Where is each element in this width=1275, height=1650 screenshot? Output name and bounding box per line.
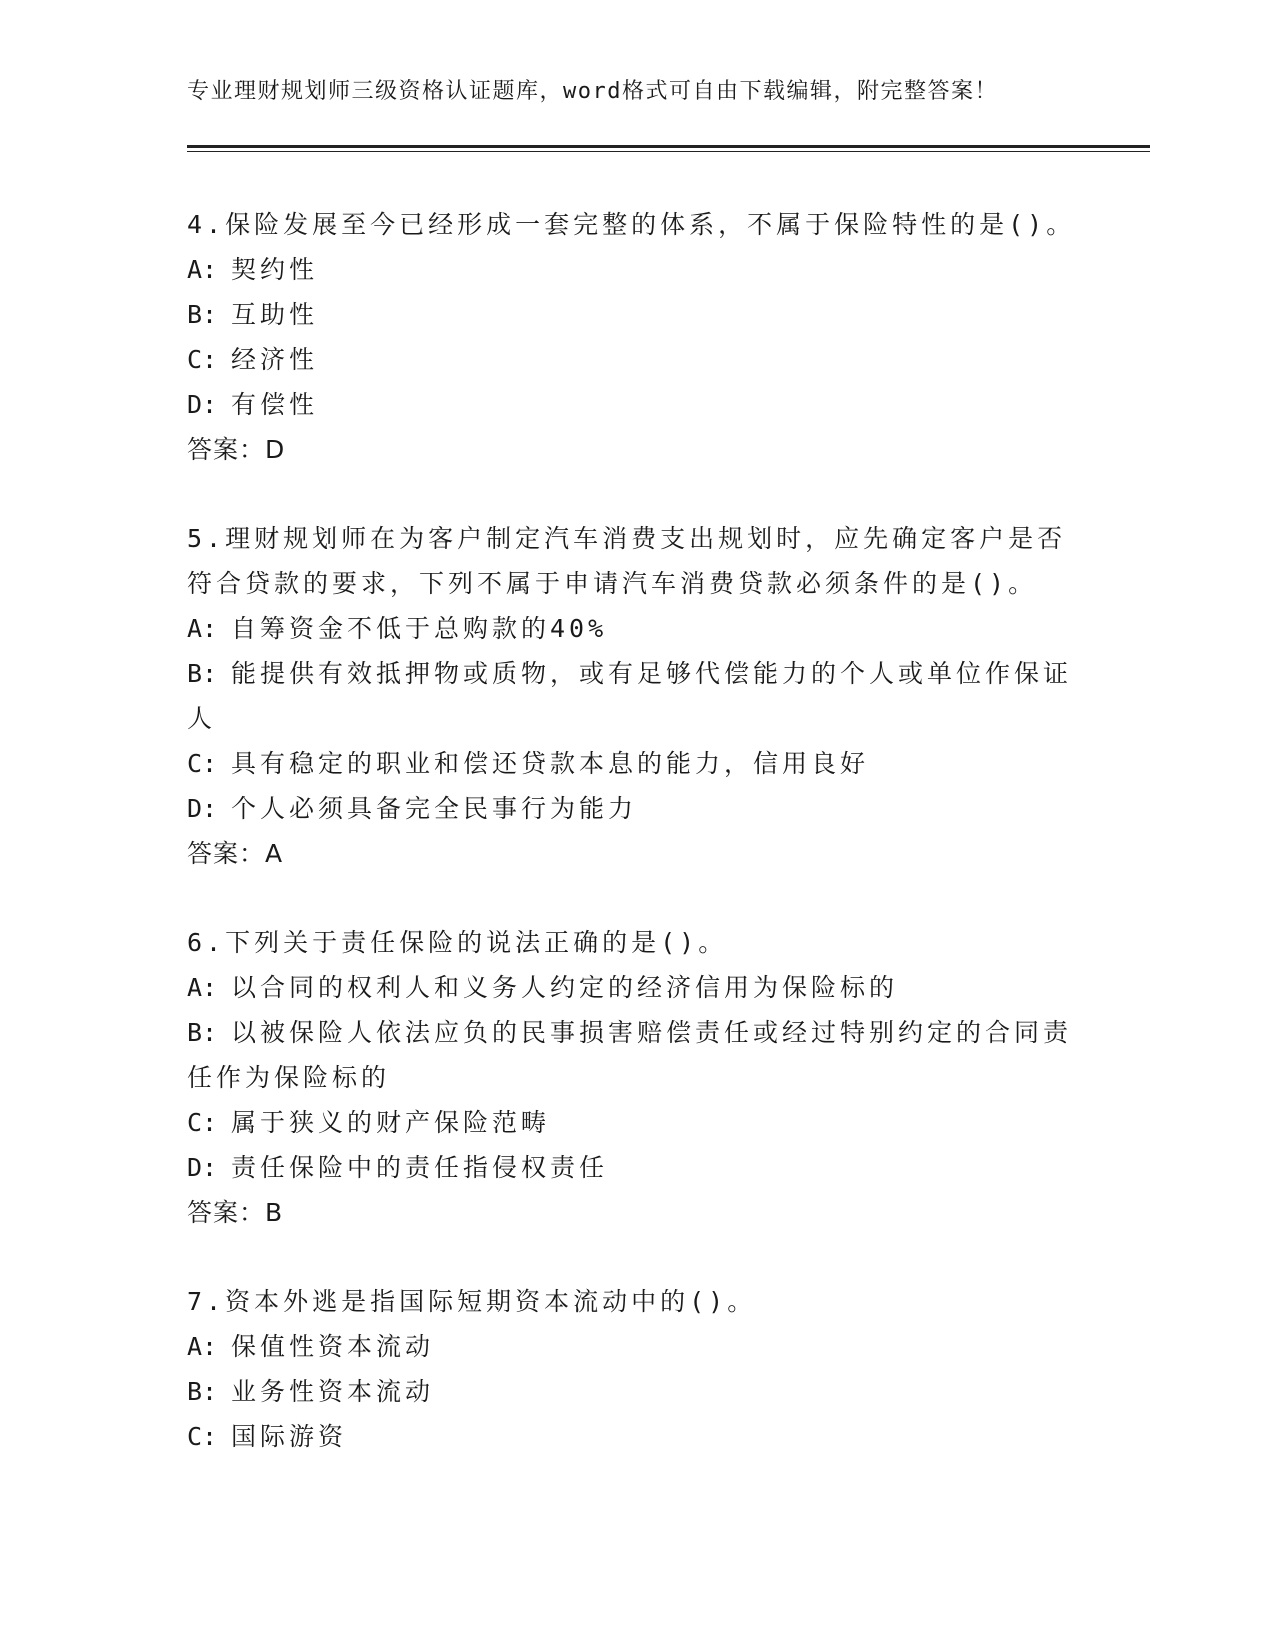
question-list (187, 202, 1082, 1503)
option-c (187, 1414, 1082, 1459)
question-stem: 4.保险发展至今已经形成一套完整的体系，不属于保险特性的是()。 (187, 210, 1076, 239)
option-a (187, 247, 1082, 292)
question-5 (187, 516, 1082, 876)
option-text: 以合同的权利人和义务人约定的经济信用为保险标的 (231, 973, 899, 1002)
option-a (187, 965, 1082, 1010)
option-text: 契约性 (231, 255, 319, 284)
option-text: 国际游资 (231, 1422, 348, 1451)
option-d (187, 786, 1082, 831)
question-4 (187, 202, 1082, 472)
option-key: D: (187, 794, 218, 823)
option-c (187, 1100, 1082, 1145)
option-key: A: (187, 614, 218, 643)
page-header: 专业理财规划师三级资格认证题库，word格式可自由下载编辑，附完整答案！ (187, 79, 998, 104)
option-d (187, 382, 1082, 427)
question-6 (187, 920, 1082, 1235)
header-rule (187, 145, 1150, 148)
option-text: 以被保险人依法应负的民事损害赔偿责任或经过特别约定的合同责任作为保险标的 (187, 1018, 1073, 1092)
question-stem: 6.下列关于责任保险的说法正确的是()。 (187, 928, 728, 957)
option-text: 具有稳定的职业和偿还贷款本息的能力，信用良好 (231, 749, 870, 778)
option-b (187, 292, 1082, 337)
option-text: 有偿性 (231, 390, 319, 419)
option-key: B: (187, 1018, 218, 1047)
option-d (187, 1145, 1082, 1190)
option-text: 互助性 (231, 300, 319, 329)
option-c (187, 741, 1082, 786)
option-text: 责任保险中的责任指侵权责任 (231, 1153, 609, 1182)
option-key: C: (187, 749, 218, 778)
answer-line: 答案：B (187, 1198, 284, 1227)
answer-line: 答案：D (187, 435, 286, 464)
option-text: 经济性 (231, 345, 319, 374)
header-rule-thin (187, 151, 1150, 152)
option-b (187, 1010, 1082, 1100)
option-text: 能提供有效抵押物或质物，或有足够代偿能力的个人或单位作保证人 (187, 659, 1073, 733)
option-text: 个人必须具备完全民事行为能力 (231, 794, 638, 823)
option-text: 业务性资本流动 (231, 1377, 435, 1406)
option-a (187, 606, 1082, 651)
answer-line: 答案：A (187, 839, 284, 868)
option-key: B: (187, 300, 218, 329)
option-key: D: (187, 390, 218, 419)
question-stem: 5.理财规划师在为客户制定汽车消费支出规划时，应先确定客户是否符合贷款的要求，下列不属于申请汽车消费贷款必须条件的是()。 (187, 524, 1067, 598)
option-key: A: (187, 255, 218, 284)
question-stem: 7.资本外逃是指国际短期资本流动中的()。 (187, 1287, 757, 1316)
question-7 (187, 1279, 1082, 1459)
option-a (187, 1324, 1082, 1369)
option-key: B: (187, 659, 218, 688)
option-key: B: (187, 1377, 218, 1406)
option-key: C: (187, 1422, 218, 1451)
option-key: D: (187, 1153, 218, 1182)
option-key: A: (187, 1332, 218, 1361)
option-text: 自筹资金不低于总购款的40% (231, 614, 608, 643)
option-text: 属于狭义的财产保险范畴 (231, 1108, 551, 1137)
option-key: A: (187, 973, 218, 1002)
option-b (187, 1369, 1082, 1414)
option-b (187, 651, 1082, 741)
option-c (187, 337, 1082, 382)
option-key: C: (187, 345, 218, 374)
option-text: 保值性资本流动 (231, 1332, 435, 1361)
option-key: C: (187, 1108, 218, 1137)
